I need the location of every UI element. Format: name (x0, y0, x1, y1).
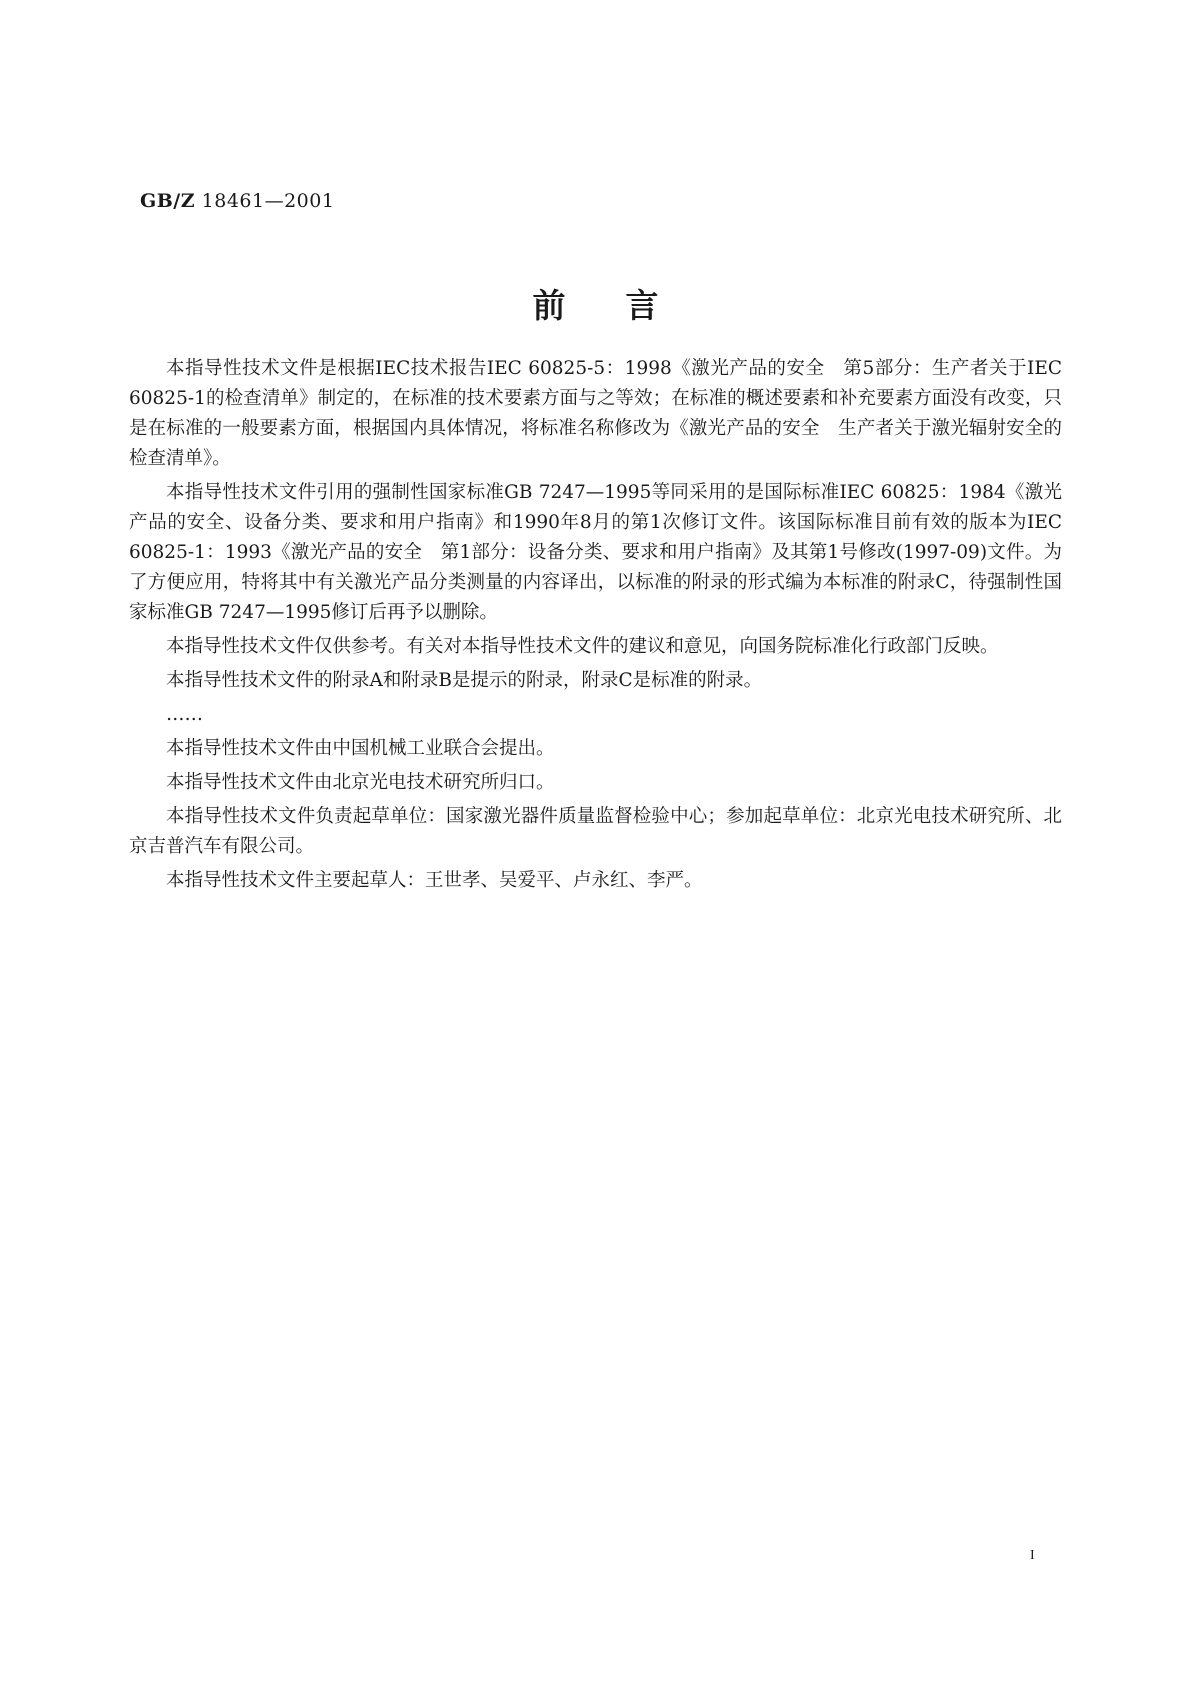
paragraph-7: 本指导性技术文件负责起草单位：国家激光器件质量监督检验中心；参加起草单位：北京光电技术研究所、北京吉普汽车有限公司。 (129, 806, 1062, 857)
paragraph-2: 本指导性技术文件引用的强制性国家标准GB 7247—1995等同采用的是国际标准IEC 60825：1984《激光产品的安全、设备分类、要求和用户指南》和1990年8月的第1次修订文件。该国际标准目前有效的版本为IEC 60825-1：1993《激光产品的安全 第1部分：设备分类、要求和用户指南》及其第1号修改(1997-09)文件。为了方便应用，特将其中有关激光产品分类测量的内容译出，以标准的附录的形式编为本标准的附录C，待强制性国家标准GB 7247—1995修订后再予以删除。 (129, 482, 1062, 623)
page-number: I (1030, 1548, 1035, 1563)
standard-prefix: GB/Z (140, 190, 196, 212)
paragraph-1: 本指导性技术文件是根据IEC技术报告IEC 60825-5：1998《激光产品的安全 第5部分：生产者关于IEC 60825-1的检查清单》制定的，在标准的技术要素方面与之等效；在标准的概述要素和补充要素方面没有改变，只是在标准的一般要素方面，根据国内具体情况，将标准名称修改为《激光产品的安全 生产者关于激光辐射安全的检查清单》。 (129, 358, 1062, 469)
paragraph-8: 本指导性技术文件主要起草人：王世孝、吴爱平、卢永红、李严。 (166, 870, 703, 891)
page-title: 前言 (532, 286, 719, 325)
paragraph-4: 本指导性技术文件的附录A和附录B是提示的附录，附录C是标准的附录。 (166, 670, 763, 691)
standard-number: 18461—2001 (201, 190, 335, 212)
paragraph-3: 本指导性技术文件仅供参考。有关对本指导性技术文件的建议和意见，向国务院标准化行政部门反映。 (166, 636, 999, 657)
ellipsis: …… (166, 704, 203, 725)
paragraph-5: 本指导性技术文件由中国机械工业联合会提出。 (166, 738, 555, 759)
standard-code (140, 190, 334, 212)
paragraph-6: 本指导性技术文件由北京光电技术研究所归口。 (166, 772, 555, 793)
foreword-body (129, 354, 1062, 900)
